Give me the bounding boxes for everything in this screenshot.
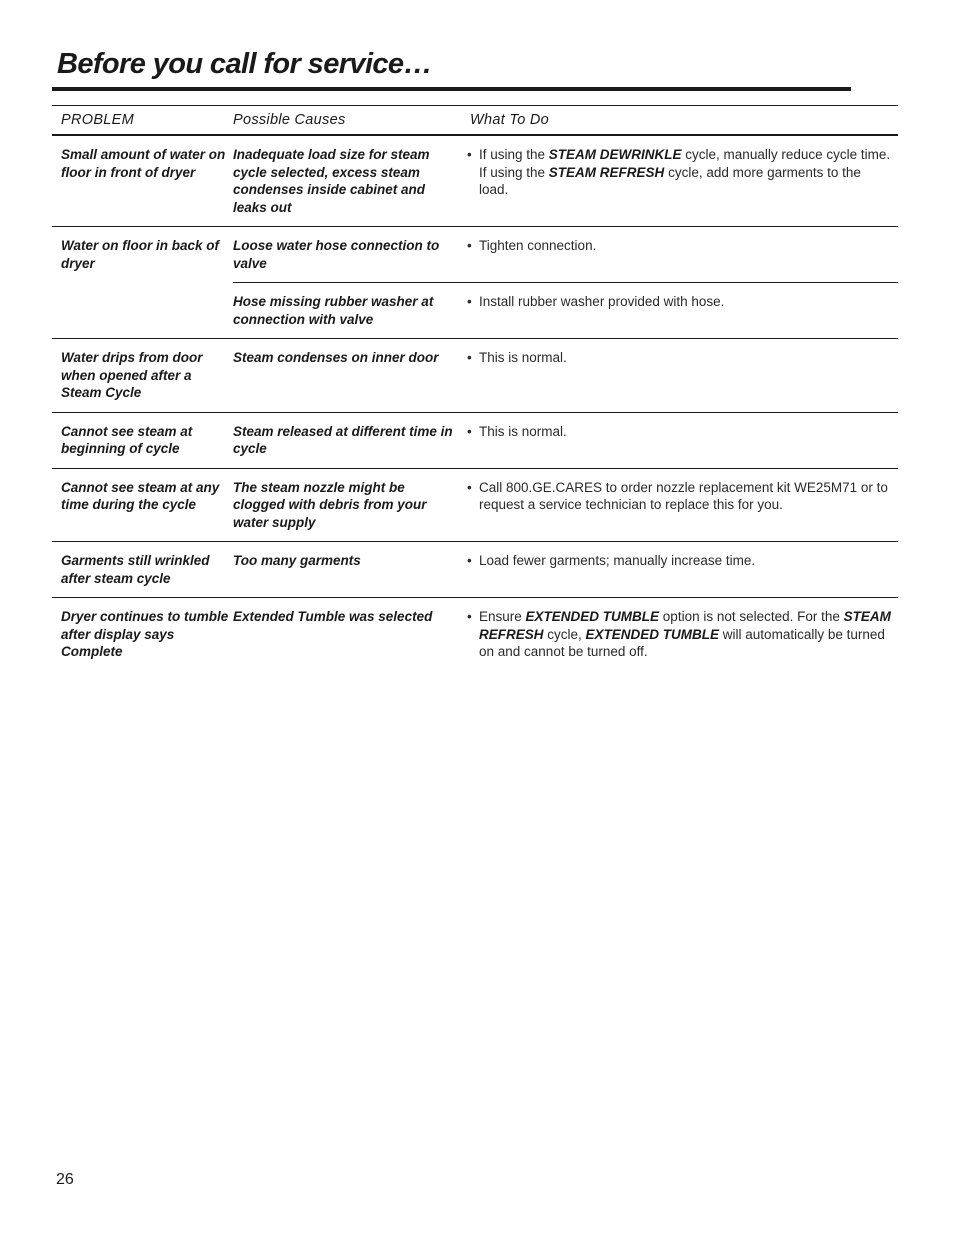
cause-row — [233, 598, 898, 671]
table-row — [52, 339, 898, 413]
causes-group — [233, 542, 898, 597]
todo-text: Load fewer garments; manually increase time. — [479, 553, 756, 568]
todo-text: Call 800.GE.CARES to order nozzle replacement kit WE25M71 or to request a service technician to replace this for you. — [479, 479, 888, 512]
causes-group — [233, 469, 898, 542]
todo-text: Install rubber washer provided with hose. — [479, 294, 725, 309]
todo-cell — [462, 469, 898, 542]
bullet-icon: • — [467, 423, 472, 439]
todo-text: Ensure EXTENDED TUMBLE option is not selected. For the STEAM REFRESH cycle, EXTENDED TUMBLE will automatically be turned on and cannot be turned off. — [479, 609, 891, 659]
causes-group — [233, 598, 898, 671]
header-what-to-do: What To Do — [470, 112, 550, 128]
problem-cell: Water on floor in back of dryer — [61, 238, 220, 271]
cause-cell: Too many garments — [233, 553, 361, 568]
bullet-icon: • — [467, 609, 472, 624]
page-number: 26 — [56, 1171, 74, 1188]
cause-row — [233, 542, 898, 580]
cause-cell: Loose water hose connection to valve — [233, 238, 440, 271]
table-row — [52, 469, 898, 543]
problem-cell: Small amount of water on floor in front of dryer — [61, 147, 226, 180]
cause-cell: The steam nozzle might be clogged with debris from your water supply — [233, 479, 427, 530]
cause-row — [233, 339, 898, 377]
cause-cell: Extended Tumble was selected — [233, 609, 433, 624]
causes-group — [233, 227, 898, 338]
cause-row — [233, 413, 898, 468]
todo-text: Tighten connection. — [479, 238, 597, 253]
header-possible-causes: Possible Causes — [233, 112, 346, 128]
bullet-icon: • — [467, 553, 472, 568]
bullet-icon: • — [467, 350, 472, 365]
causes-group — [233, 413, 898, 468]
todo-cell — [462, 283, 898, 338]
table-row — [52, 542, 898, 598]
cause-cell: Steam released at different time in cycle — [233, 423, 453, 456]
bullet-icon: • — [467, 294, 472, 309]
problem-cell: Cannot see steam at beginning of cycle — [61, 423, 193, 456]
troubleshooting-table — [52, 105, 898, 671]
table-row — [52, 227, 898, 339]
causes-group — [233, 136, 898, 226]
todo-cell — [462, 227, 898, 282]
causes-group — [233, 339, 898, 412]
cause-row — [233, 136, 898, 226]
bullet-icon: • — [467, 479, 472, 495]
bullet-icon: • — [467, 147, 472, 162]
table-header-row — [52, 106, 898, 136]
cause-row — [233, 227, 898, 282]
todo-cell — [462, 136, 898, 226]
page-title: Before you call for service… — [57, 48, 432, 80]
cause-row — [233, 282, 898, 338]
table-row — [52, 413, 898, 469]
table-row — [52, 136, 898, 227]
problem-cell: Garments still wrinkled after steam cycle — [61, 553, 210, 586]
table-row — [52, 598, 898, 671]
cause-cell: Steam condenses on inner door — [233, 350, 439, 365]
header-problem: PROBLEM — [61, 112, 135, 128]
todo-cell — [462, 542, 898, 580]
todo-cell — [462, 339, 898, 377]
todo-text: If using the STEAM DEWRINKLE cycle, manually reduce cycle time. If using the STEAM REFRESH cycle, add more garments to the load. — [479, 147, 891, 197]
todo-cell — [462, 598, 898, 671]
cause-row — [233, 469, 898, 542]
cause-cell: Hose missing rubber washer at connection with valve — [233, 294, 434, 327]
todo-cell — [462, 413, 898, 468]
bullet-icon: • — [467, 238, 472, 253]
todo-text: This is normal. — [479, 423, 567, 439]
todo-text: This is normal. — [479, 350, 567, 365]
cause-cell: Inadequate load size for steam cycle selected, excess steam condenses inside cabinet and leaks out — [233, 147, 430, 215]
problem-cell: Water drips from door when opened after a Steam Cycle — [61, 350, 203, 400]
problem-cell: Cannot see steam at any time during the cycle — [61, 479, 220, 512]
problem-cell: Dryer continues to tumble after display says Complete — [61, 609, 229, 659]
title-rule — [52, 87, 851, 91]
